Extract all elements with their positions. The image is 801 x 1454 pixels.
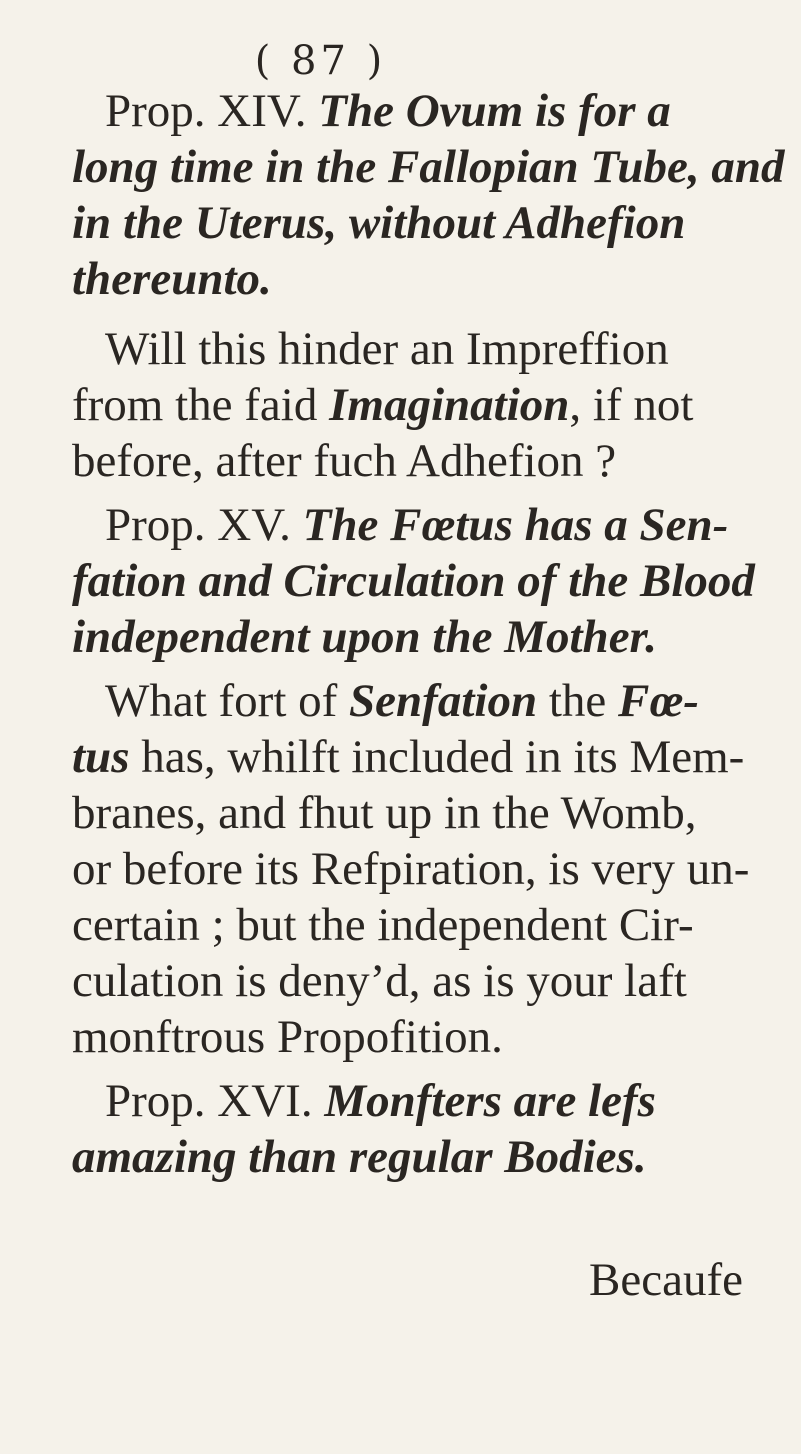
text-line: monftrous Propofition. [72,1011,503,1063]
text-line: or before its Refpiration, is very un- [72,843,750,895]
text-line: independent upon the Mother. [72,611,657,663]
text-line: What fort of Senfation the Fœ- [105,675,699,727]
text-line: branes, and fhut up in the Womb, [72,787,697,839]
text-line: Will this hinder an Impreffion [105,323,669,375]
text-line: amazing than regular Bodies. [72,1131,647,1183]
text-line: fation and Circulation of the Blood [72,555,755,607]
text-line [105,82,671,140]
text-line: before, after fuch Adhefion ? [72,435,617,487]
text-line: Prop. XV. The Fœtus has a Sen- [105,499,729,551]
text-line: certain ; but the independent Cir- [72,899,694,951]
italic-text: The Ovum is for a [318,85,671,137]
prop-label: Prop. XIV. [105,85,319,137]
catchword: Becaufe [589,1254,743,1306]
text-line: in the Uterus, without Adhefion [72,197,686,249]
text-line: culation is deny’d, as is your laft [72,955,687,1007]
text-line: tus has, whilft included in its Mem- [72,731,745,783]
page-number: ( 87 ) [254,38,387,84]
text-line: long time in the Fallopian Tube, and [72,141,785,193]
text-line: thereunto. [72,253,272,305]
text-line: from the faid Imagination, if not [72,379,694,431]
text-line: Prop. XVI. Monfters are lefs [105,1075,656,1127]
